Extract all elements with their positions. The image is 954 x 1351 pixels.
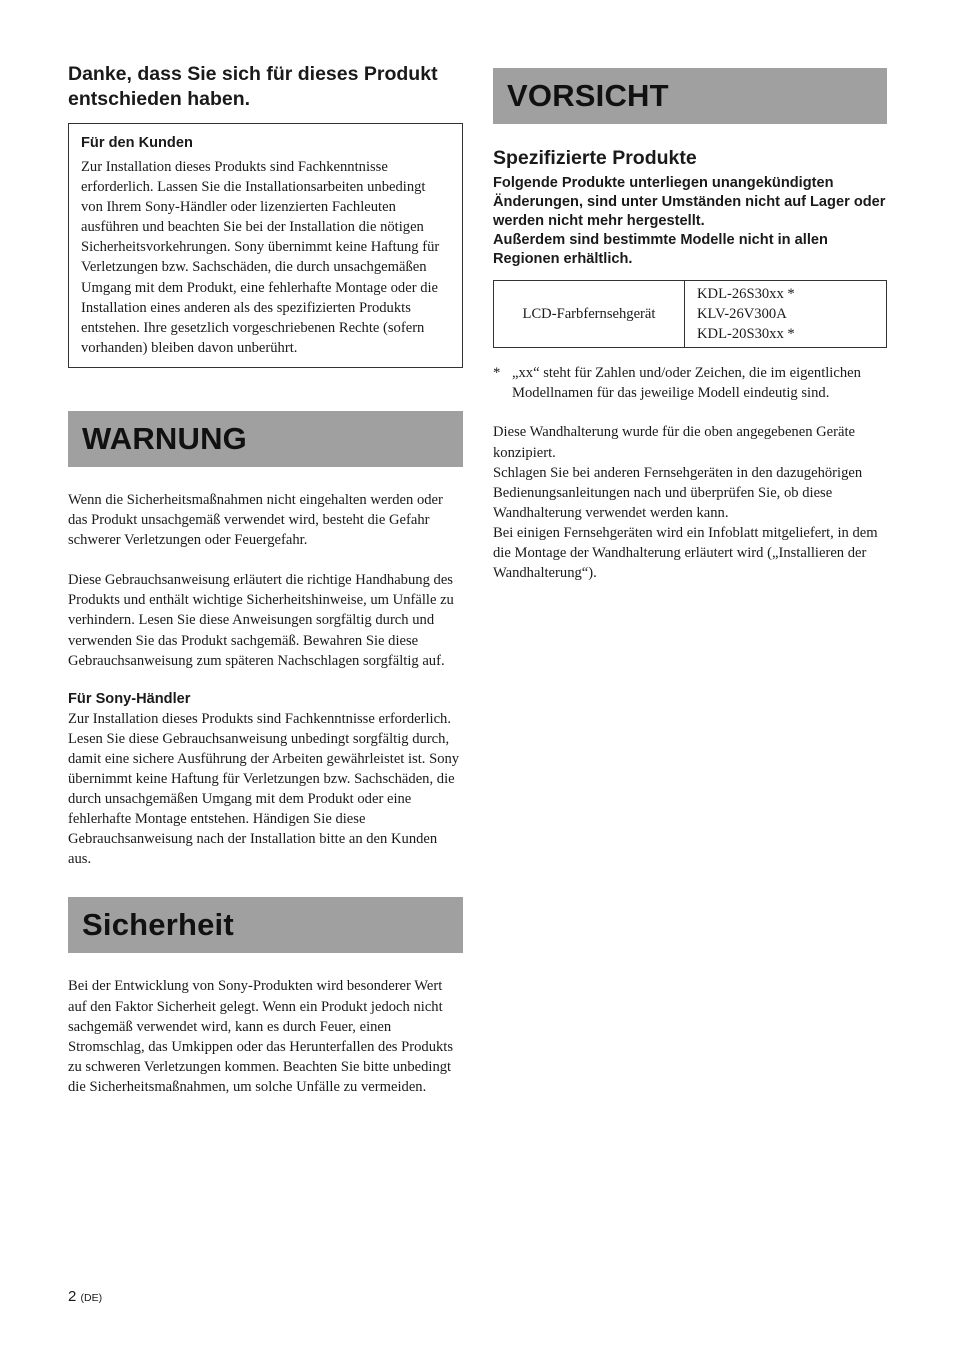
warnung-banner	[68, 411, 463, 467]
sicherheit-banner	[68, 897, 463, 953]
customer-box-heading: Für den Kunden	[81, 135, 193, 151]
customer-notice-box	[68, 123, 463, 368]
vorsicht-paragraph-3: Bei einigen Fernsehgeräten wird ein Infoblatt mitgeliefert, in dem die Montage der Wandhalterung erläutert wird („Installieren der Wandhalterung“).	[493, 524, 878, 582]
customer-box-text: Zur Installation dieses Produkts sind Fachkenntnisse erforderlich. Lassen Sie die Installationsarbeiten unbedingt von Ihrem Sony-Händler oder lizenzierten Fachleuten ausführen und beachten Sie bei der Installation die nötigen Sicherheitsvorkehrungen. Sony übernimmt keine Haftung für Verletzungen bzw. Sachschäden, die durch unsachgemäßen Umgang mit dem Produkt, eine fehlerhafte Montage oder die Installation eines anderen als des spezifizierten Produkts entstehen. Ihre gesetzlich vorgeschriebenen Rechte (sofern vorhanden) bleiben davon unberührt.	[81, 159, 440, 356]
warnung-title: WARNUNG	[82, 420, 247, 456]
warnung-paragraph-2: Diese Gebrauchsanweisung erläutert die richtige Handhabung des Produkts und enthält wichtige Sicherheitshinweise, um Unfälle zu verhindern. Lesen Sie diese Anweisungen sorgfältig durch und verwenden Sie das Produkt sachgemäß. Bewahren Sie diese Gebrauchsanweisung zum späteren Nachschlagen sorgfältig auf.	[68, 572, 454, 669]
models-cell	[685, 281, 887, 348]
vorsicht-title: VORSICHT	[507, 78, 669, 113]
vorsicht-banner	[493, 68, 887, 124]
vorsicht-paragraph-1: Diese Wandhalterung wurde für die oben angegebenen Geräte konzipiert.	[493, 424, 856, 461]
spec-note-1: Folgende Produkte unterliegen unangekündigten Änderungen, sind unter Umständen nicht auf Lager oder werden nicht mehr hergestellt.	[493, 175, 886, 229]
table-row	[494, 281, 887, 348]
sicherheit-title: Sicherheit	[82, 907, 234, 943]
spec-products-title: Spezifizierte Produkte	[493, 147, 697, 169]
model-item: KDL-26S30xx *	[697, 286, 795, 302]
warnung-paragraph-1: Wenn die Sicherheitsmaßnahmen nicht eingehalten werden oder das Produkt unsachgemäß verwendet wird, besteht die Gefahr schwerer Verletzungen oder Feuergefahr.	[68, 491, 443, 549]
sicherheit-text: Bei der Entwicklung von Sony-Produkten wird besonderer Wert auf den Faktor Sicherheit gelegt. Wenn ein Produkt jedoch nicht sachgemäß verwendet wird, kann es durch Feuer, einen Stromschlag, das Umkippen oder das Herunterfallen des Produkts zu schweren Verletzungen kommen. Beachten Sie bitte unbedingt die Sicherheitsmaßnahmen, um solche Unfälle zu vermeiden.	[68, 978, 454, 1095]
vorsicht-paragraph-2: Schlagen Sie bei anderen Fernsehgeräten in den dazugehörigen Bedienungsanleitungen nach und überprüfen Sie, ob diese Wandhalterung verwendet werden kann.	[493, 464, 863, 521]
model-item: KDL-20S30xx *	[697, 326, 795, 343]
dealer-text: Zur Installation dieses Produkts sind Fachkenntnisse erforderlich. Lesen Sie diese Gebrauchsanweisung unbedingt sorgfältig durch, damit eine sichere Ausführung der Arbeiten gewährleistet ist. Sony übernimmt keine Haftung für Verletzungen bzw. Sachschäden, die durch unsachgemäßen Umgang mit dem Produkt oder eine fehlerhafte Montage entstehen. Händigen Sie diese Gebrauchsanweisung nach der Installation bitte an den Kunden aus.	[68, 710, 460, 868]
model-item: KLV-26V300A	[697, 306, 787, 323]
page-number-value: 2	[68, 1288, 77, 1305]
footnote-text: „xx“ steht für Zahlen und/oder Zeichen, die im eigentlichen Modellnamen für das jeweilige Modell eindeutig sind.	[512, 365, 861, 402]
models-table	[493, 280, 887, 348]
page-language: (DE)	[80, 1292, 103, 1304]
right-column	[493, 68, 887, 583]
category-cell: LCD-Farbfernsehgerät	[494, 281, 685, 348]
spec-note-2: Außerdem sind bestimmte Modelle nicht in allen Regionen erhältlich.	[493, 232, 828, 267]
footnote	[493, 363, 887, 403]
page-number	[68, 1288, 102, 1305]
footnote-mark: *	[493, 365, 501, 382]
intro-title: Danke, dass Sie sich für dieses Produkt entschieden haben.	[68, 63, 438, 110]
dealer-heading: Für Sony-Händler	[68, 690, 191, 707]
left-column	[68, 62, 463, 1097]
